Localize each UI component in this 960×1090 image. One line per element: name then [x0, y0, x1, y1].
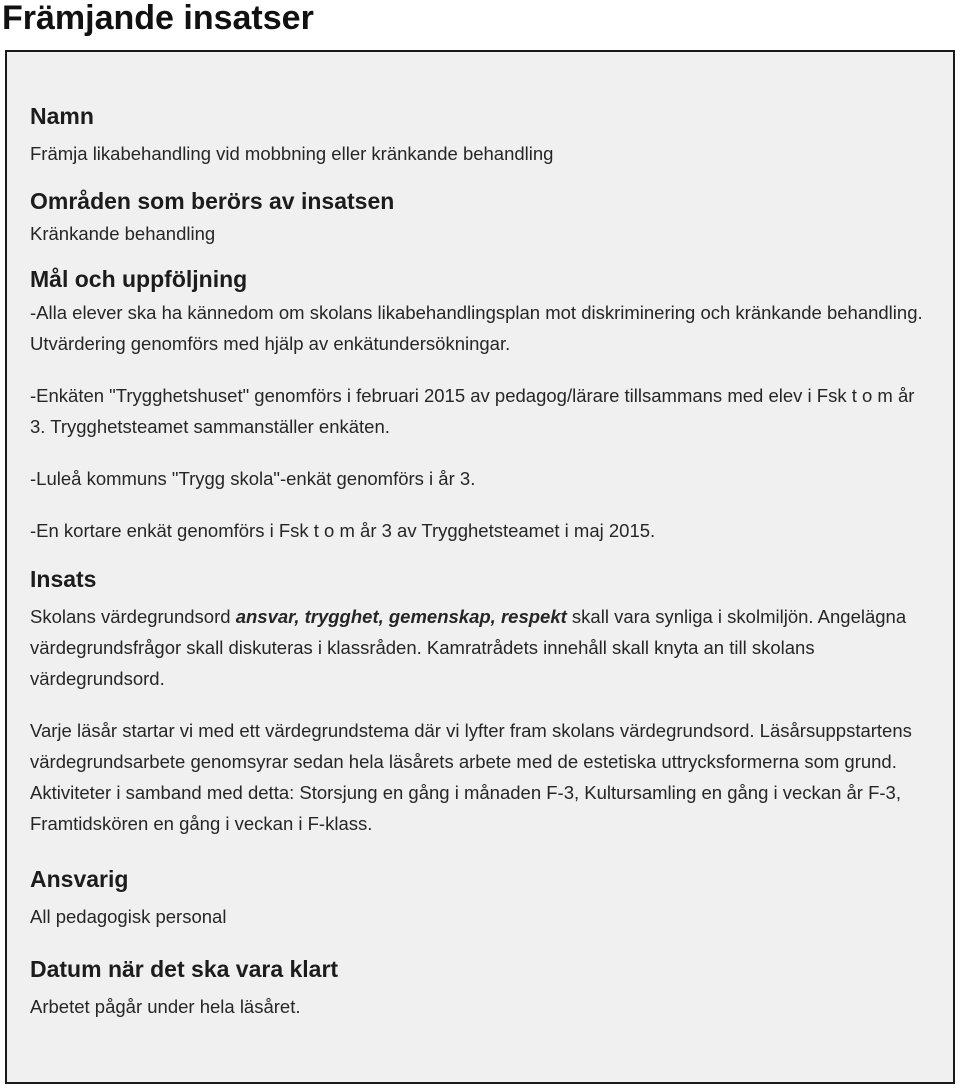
heading-mal-och-uppfoljning: Mål och uppföljning: [30, 266, 248, 292]
mal-paragraph-3: -Luleå kommuns "Trygg skola"-enkät genomförs i år 3.: [30, 468, 476, 489]
insats-paragraph-2: Varje läsår startar vi med ett värdegrundstema där vi lyfter fram skolans värdegrundsord. Läsårsuppstartens värdegrundsarbete genomsyrar sedan hela läsårets arbete med de estetiska uttrycksformerna som grund. Aktiviteter i samband med detta: Storsjung en gång i månaden F-3, Kultursamling en gång i veckan år F-3, Framtidskören en gång i veckan i F-klass.: [30, 720, 912, 834]
mal-paragraph-2: -Enkäten "Trygghetshuset" genomförs i februari 2015 av pedagog/lärare tillsammans med elev i Fsk t o m år 3. Trygghetsteamet sammanställer enkäten.: [30, 385, 915, 437]
insats-paragraph-1: [30, 601, 923, 694]
page-title: Främjande insatser: [2, 0, 314, 37]
mal-paragraph-1: -Alla elever ska ha kännedom om skolans likabehandlingsplan mot diskriminering och kränkande behandling. Utvärdering genomförs med hjälp av enkätundersökningar.: [30, 302, 923, 354]
insats-vardegrundsord: ansvar, trygghet, gemenskap, respekt: [235, 606, 567, 627]
mal-paragraph-4: -En kortare enkät genomförs i Fsk t o m år 3 av Trygghetsteamet i maj 2015.: [30, 520, 656, 541]
heading-ansvarig: Ansvarig: [30, 866, 129, 892]
ansvarig-text: All pedagogisk personal: [30, 906, 227, 927]
heading-omraden: Områden som berörs av insatsen: [30, 188, 395, 214]
heading-namn: Namn: [30, 103, 94, 129]
omraden-text: Kränkande behandling: [30, 223, 216, 244]
heading-datum: Datum när det ska vara klart: [30, 956, 339, 982]
datum-text: Arbetet pågår under hela läsåret.: [30, 996, 301, 1017]
content-box: [5, 50, 955, 1084]
insats-p1-rest: skall vara synliga i skolmiljön. Angelägna värdegrundsfrågor skall diskuteras i klassråden. Kamratrådets innehåll skall knyta an till skolans värdegrundsord.: [30, 606, 907, 689]
heading-insats: Insats: [30, 566, 97, 592]
namn-text: Främja likabehandling vid mobbning eller kränkande behandling: [30, 143, 554, 164]
insats-p1-lead: Skolans värdegrundsord: [30, 606, 236, 627]
